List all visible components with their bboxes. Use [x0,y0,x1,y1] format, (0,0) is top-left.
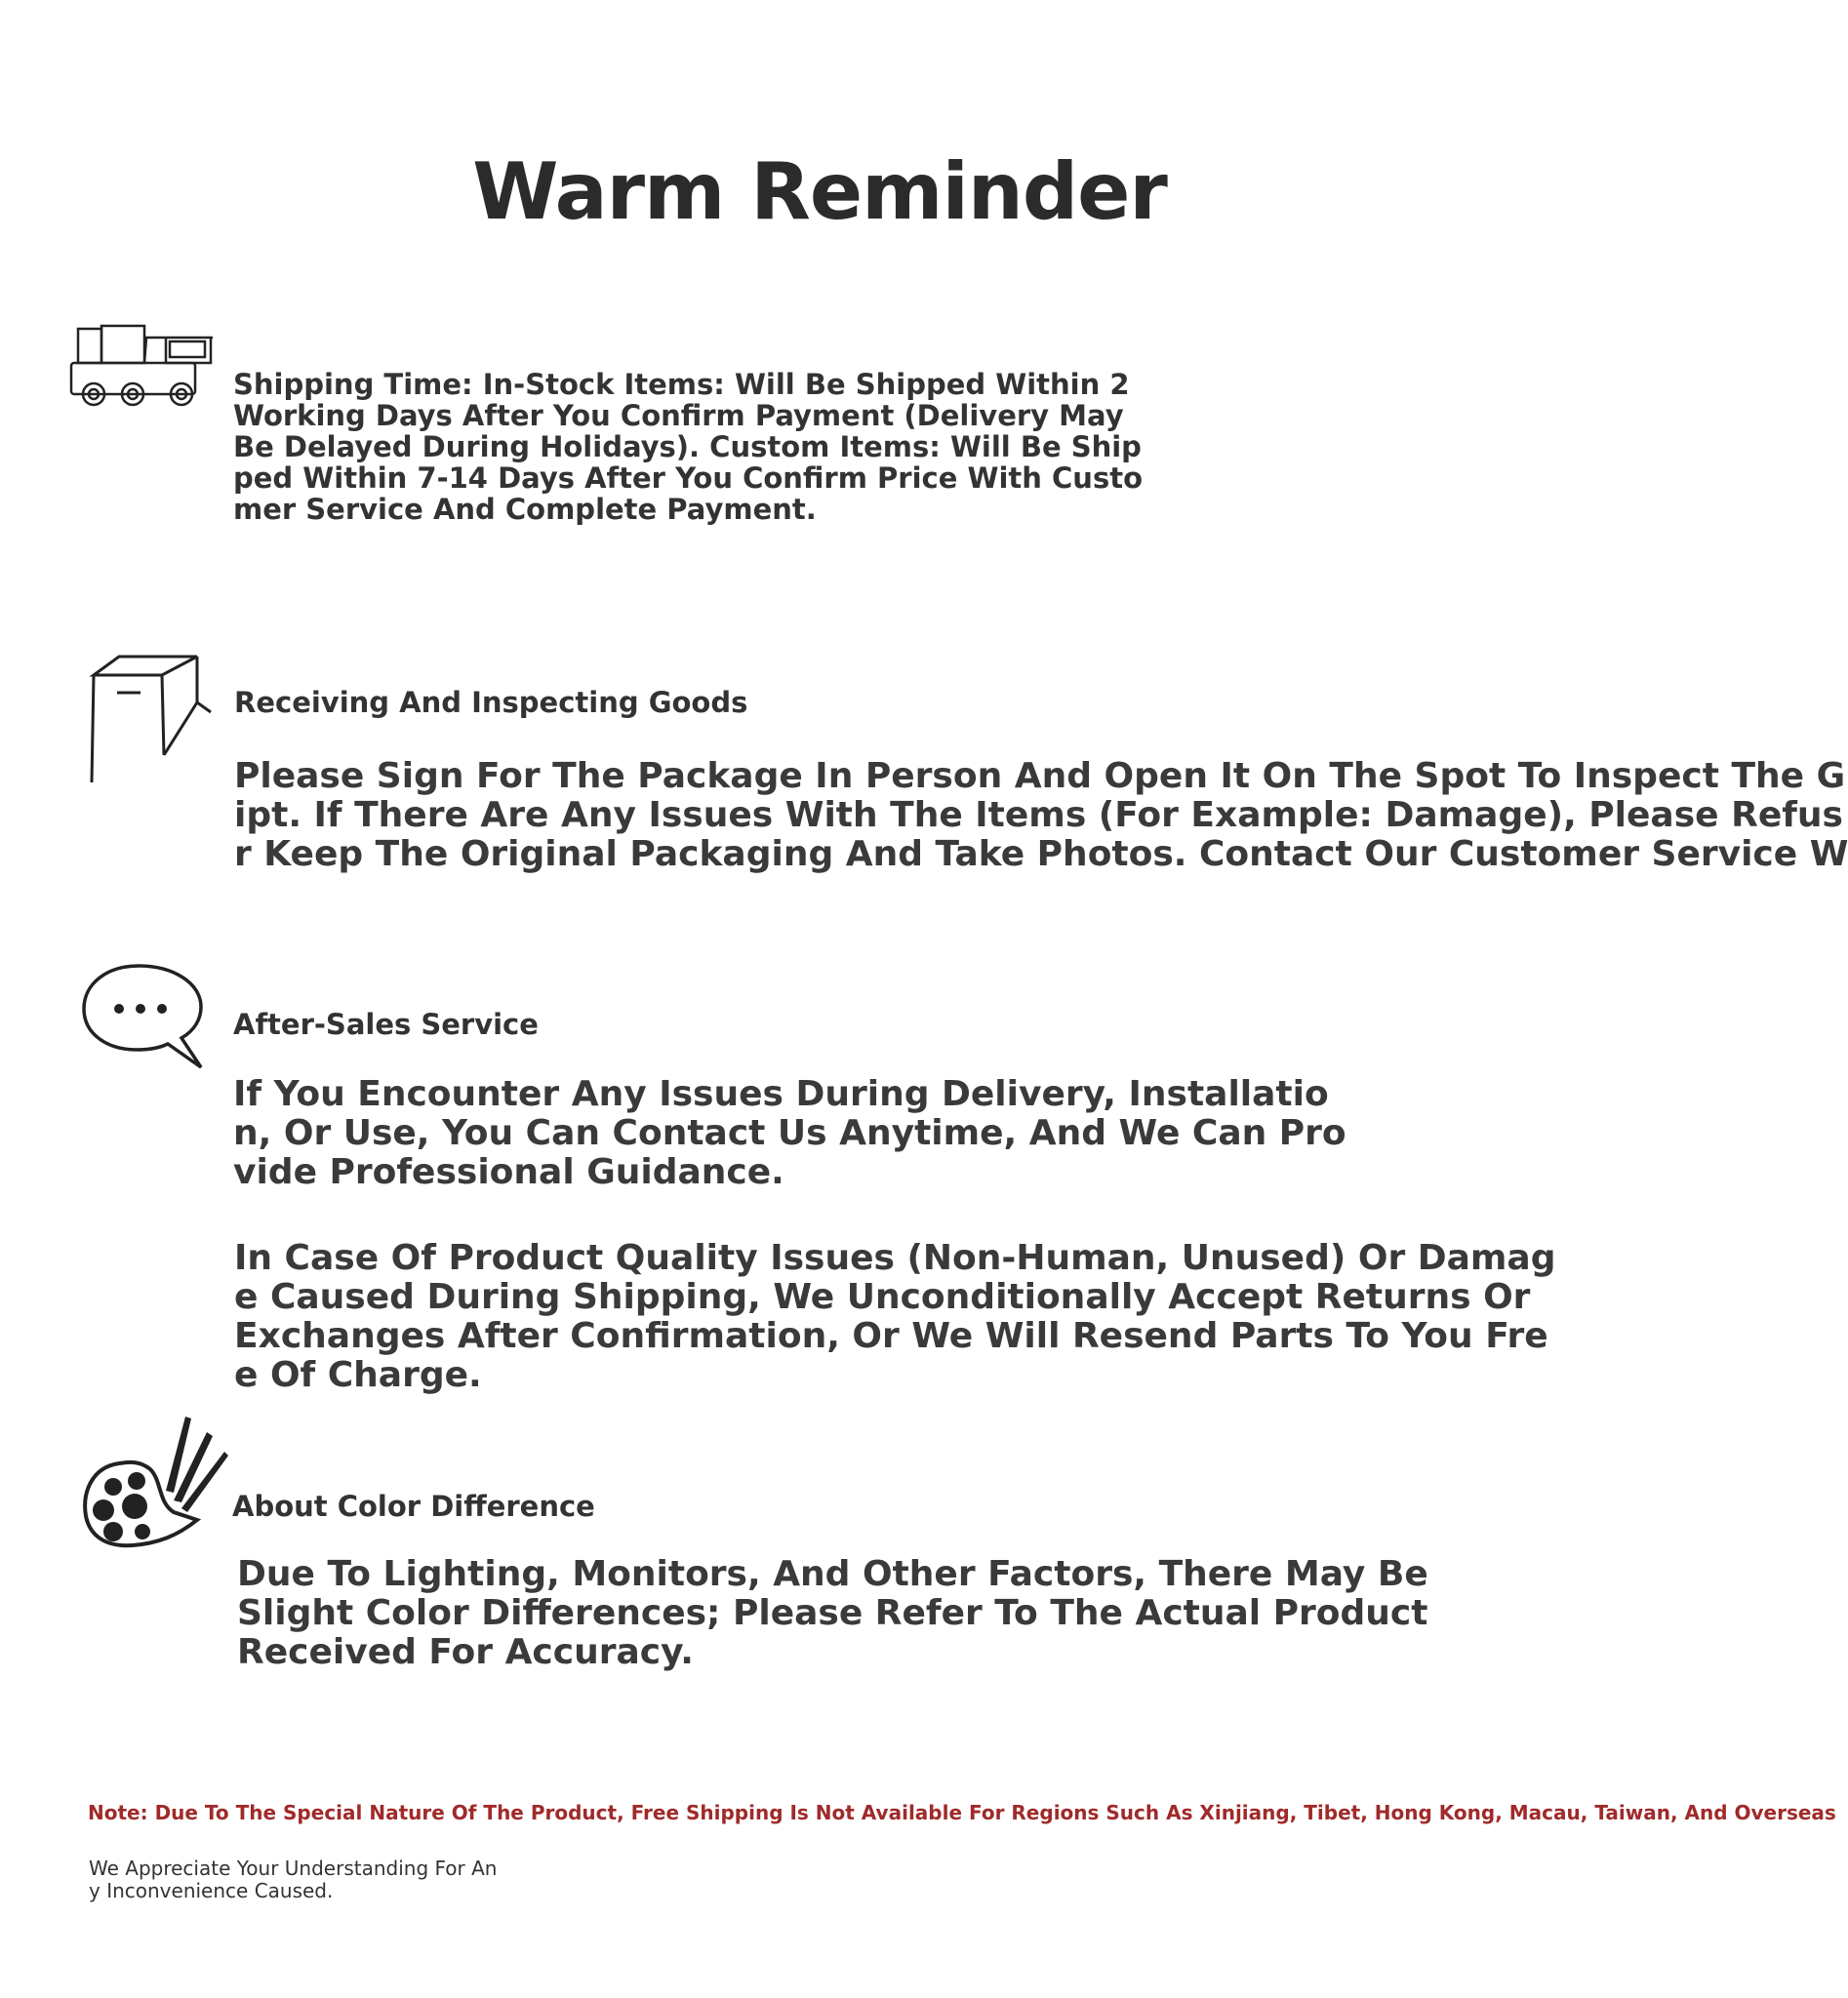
after-sales-paragraph-2: In Case Of Product Quality Issues (Non-Human, Unused) Or Damage Caused During Shipping, We Unconditionally Accept Returns Or Exchanges After Confirmation, Or We Will Resend Parts To You Free Of Charge. [234,1238,1556,1395]
color-difference-text: Due To Lighting, Monitors, And Other Factors, There May Be Slight Color Differences; Please Refer To The Actual Product Received For Accuracy. [237,1554,1428,1672]
palette-icon [80,1413,228,1551]
shipping-time-text: Shipping Time: In-Stock Items: Will Be Shipped Within 2 Working Days After You Confirm Payment (Delivery May Be Delayed During Holidays). Custom Items: Will Be Shipped Within 7-14 Days After You Confirm Price With Customer Service And Complete Payment. [233,368,1143,526]
receiving-line-1: Please Sign For The Package In Person And Open It On The Spot To Inspect The G [234,756,1846,796]
color-difference-heading: About Color Difference [232,1490,595,1523]
receiving-line-3: r Keep The Original Packaging And Take Photos. Contact Our Customer Service W [234,834,1848,874]
after-sales-paragraph-1: If You Encounter Any Issues During Delivery, Installation, Or Use, You Can Contact Us Anytime, And We Can Provide Professional Guidance. [233,1074,1346,1192]
after-sales-heading: After-Sales Service [233,1008,539,1041]
shipping-restriction-note: Note: Due To The Special Nature Of The Product, Free Shipping Is Not Available For Regions Such As Xinjiang, Tibet, Hong Kong, Macau, Taiwan, And Overseas [88,1801,1836,1824]
speech-bubble-icon [80,962,207,1071]
receiving-line-2: ipt. If There Are Any Issues With The Items (For Example: Damage), Please Refus [234,795,1843,835]
truck-icon [68,324,215,414]
receiving-heading: Receiving And Inspecting Goods [234,686,748,719]
box-icon [82,654,215,786]
page-title: Warm Reminder [472,146,1167,237]
thanks-text: We Appreciate Your Understanding For Any Inconvenience Caused. [89,1857,498,1902]
